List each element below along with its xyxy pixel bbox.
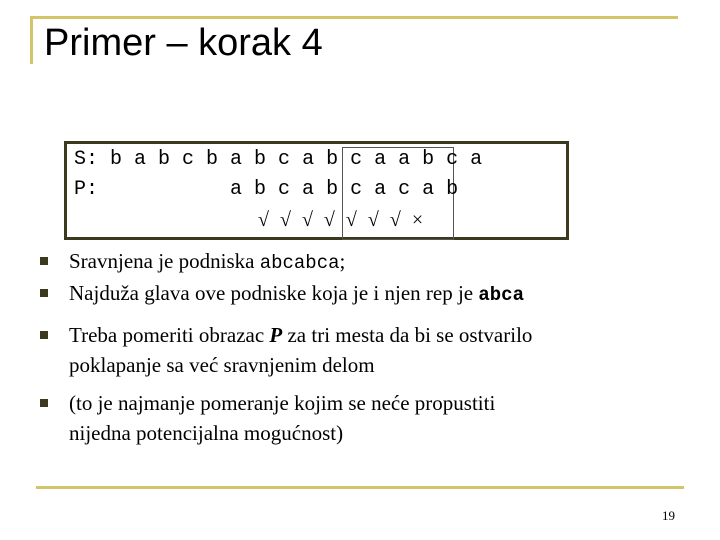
bullet-text: Treba pomeriti obrazac P za tri mesta da bi se ostvarilo poklapanje sa već sravnjenim delom [69, 323, 533, 377]
s-chars: b a b c b a b c a b c a a b c a [110, 148, 483, 171]
bullet-square-icon [40, 257, 48, 265]
text-row [74, 148, 482, 172]
bullet-text: Sravnjena je podniska abcabca; [69, 249, 346, 274]
s-label: S: [74, 148, 99, 171]
pattern-row [74, 178, 458, 202]
slide-title: Primer – korak 4 [44, 22, 323, 64]
frame-top-line [30, 16, 678, 19]
match-marks-row [258, 208, 426, 232]
bullet-square-icon [40, 289, 48, 297]
p-chars: a b c a b c a c a b [230, 178, 459, 201]
match-marks: √ √ √ √ √ √ √ × [258, 209, 427, 231]
bullet-square-icon [40, 399, 48, 407]
bullet-square-icon [40, 331, 48, 339]
frame-left-line [30, 16, 33, 64]
page-number: 19 [662, 508, 675, 523]
bullet-text: (to je najmanje pomeranje kojim se neće propustiti nijedna potencijalna mogućnost) [69, 391, 496, 445]
frame-bottom-line [36, 486, 684, 489]
bullet-text: Najduža glava ove podniske koja je i njen rep je abca [69, 281, 524, 306]
p-label: P: [74, 178, 99, 201]
